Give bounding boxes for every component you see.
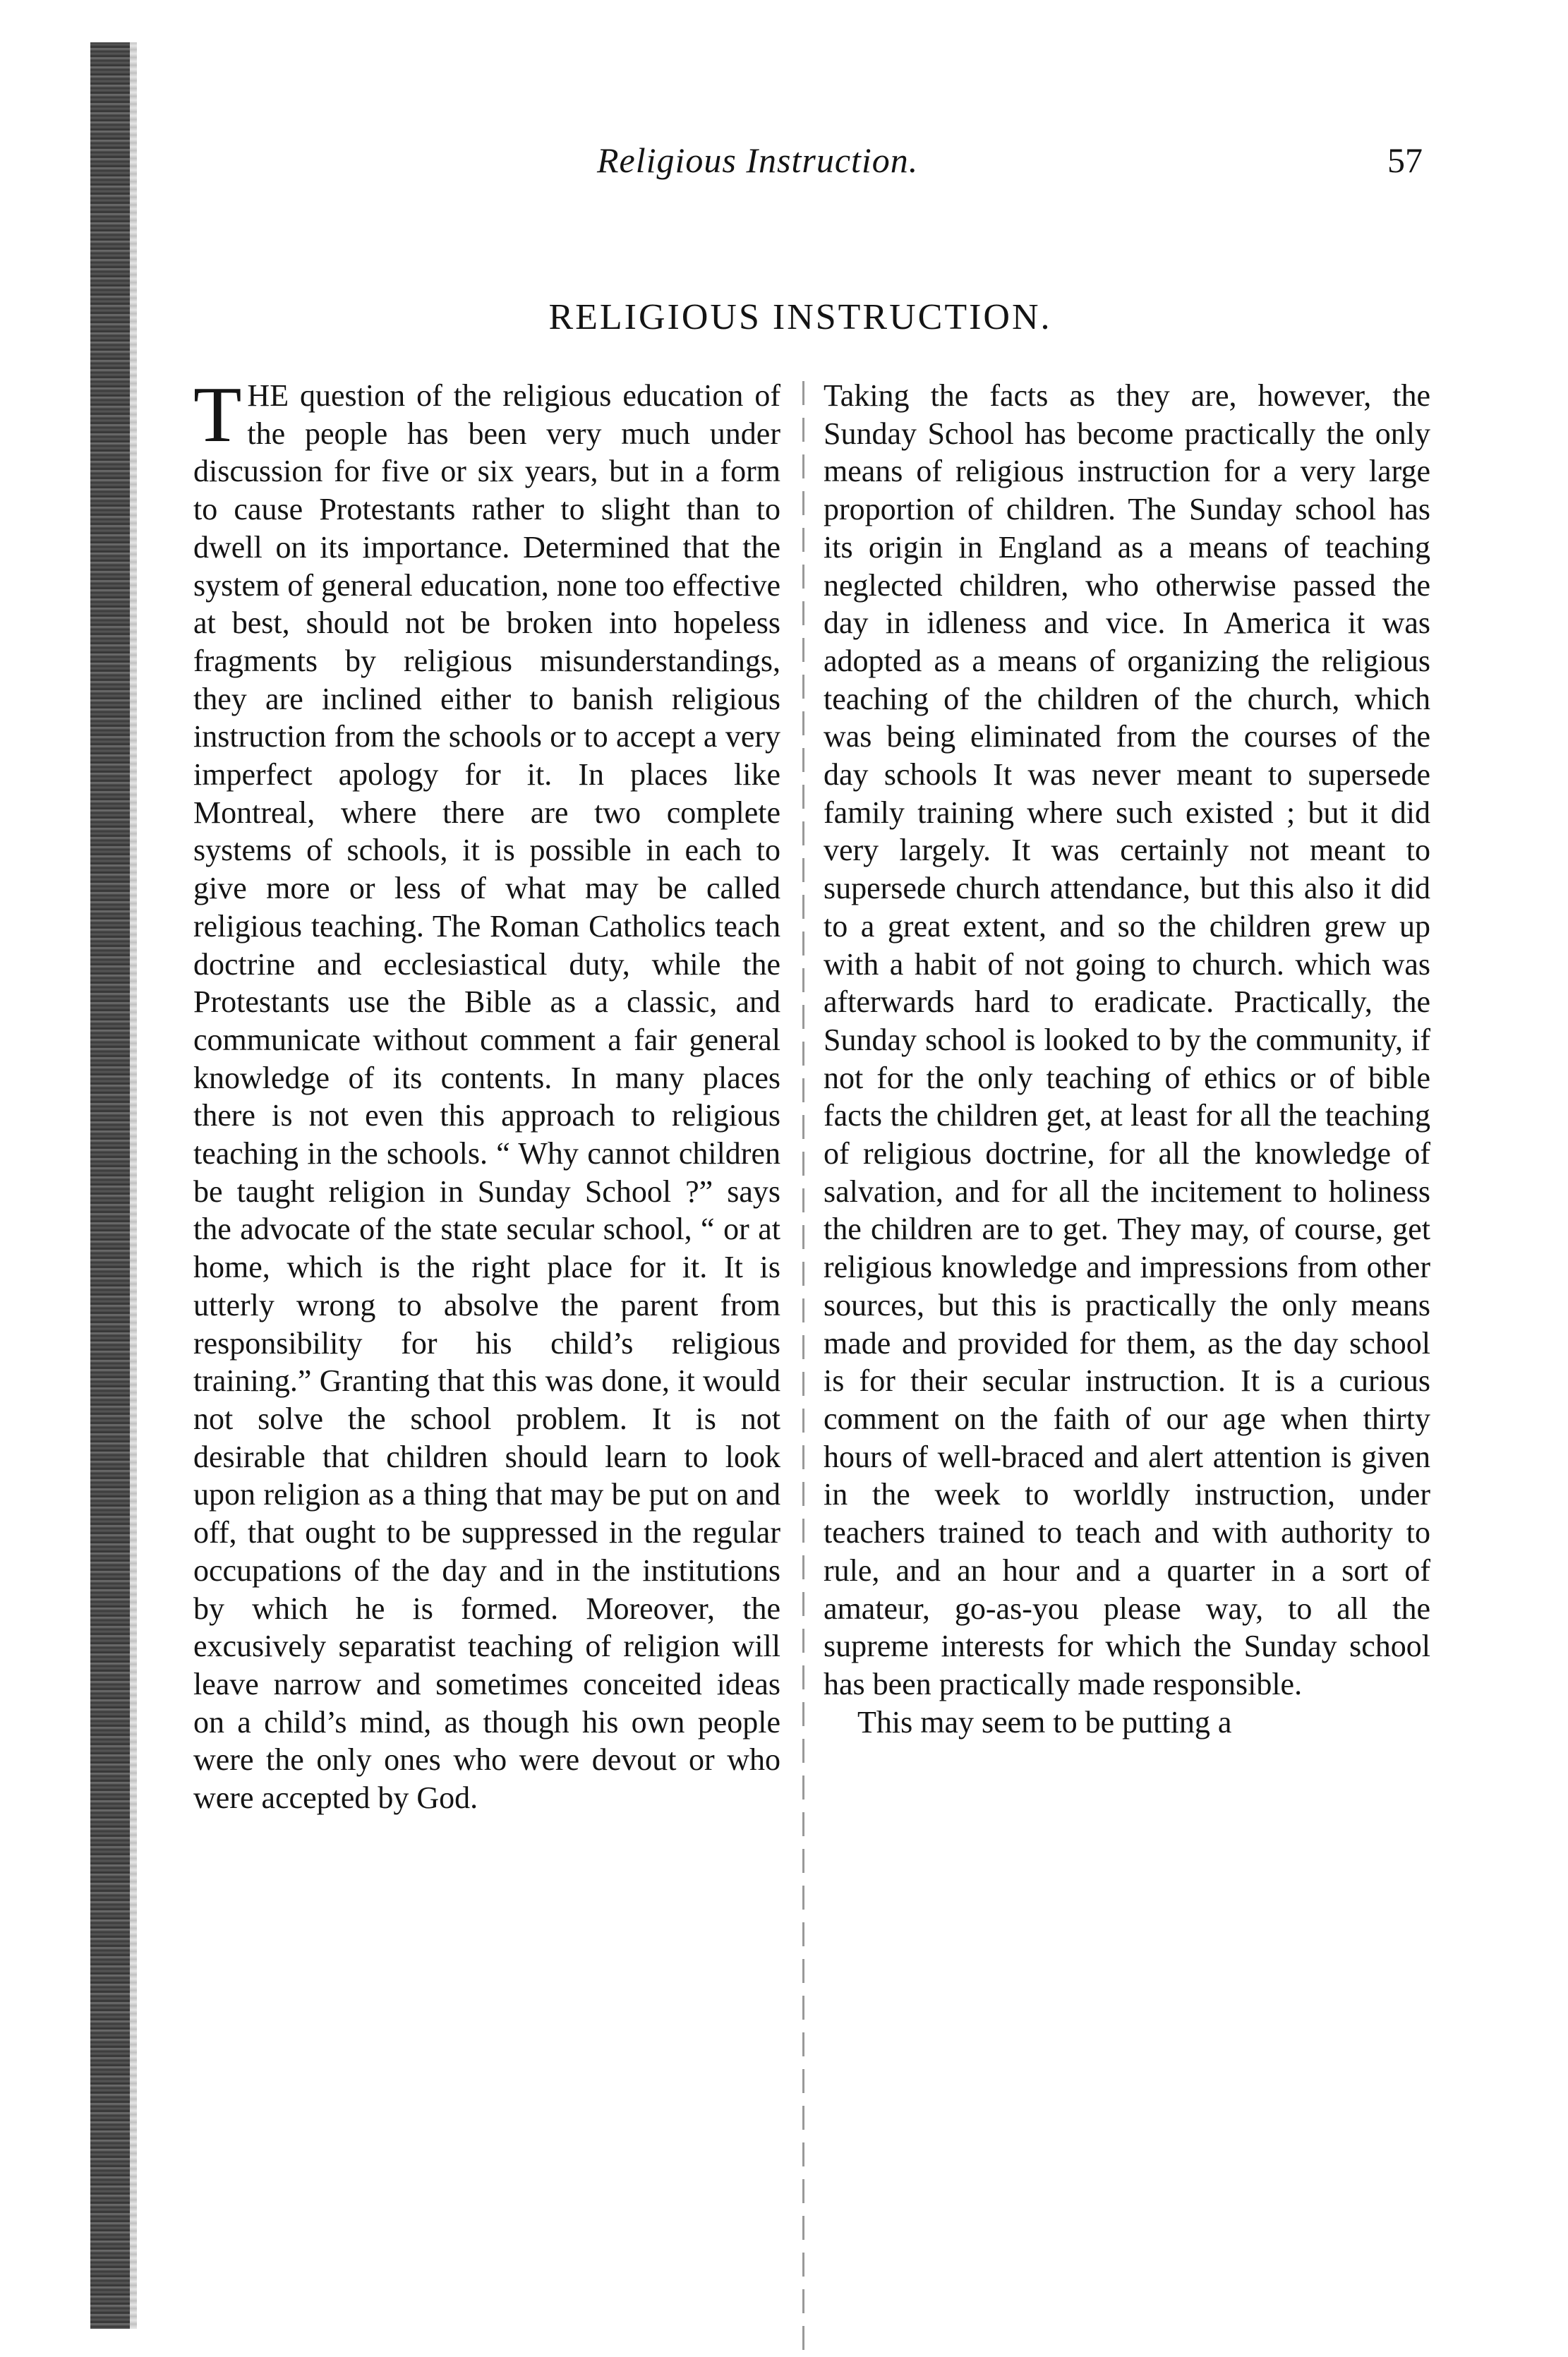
book-spine-edge: [90, 42, 130, 2329]
right-paragraph-1: Taking the facts as they are, however, the Sunday School has become practically the only means of religious instruction for a very large proportion of children. The Sunday school has its origin in England as a means of teaching neglected children, who otherwise passed the day in idleness and vice. In America it was adopted as a means of organizing the religious teaching of the children of the church, which was being eliminated from the courses of the day schools It was never meant to supersede family training where such existed ; but it did very largely. It was certainly not meant to supersede church attendance, but this also it did to a great extent, and so the children grew up with a habit of not going to church. which was afterwards hard to eradicate. Practically, the Sunday school is looked to by the community, if not for the only teaching of ethics or of bible facts the children get, at least for all the teaching of religious doctrine, for all the knowledge of salvation, and for all the incitement to holiness the children are to get. They may, of course, get religious knowledge and impressions from other sources, but this is practically the only means made and provided for them, as the day school is for their secular instruction. It is a curious comment on the faith of our age when thirty hours of well-braced and alert attention is given in the week to worldly instruction, under teachers trained to teach and with authority to rule, and an hour and a quarter in a sort of amateur, go-as-you please way, to all the supreme interests for which the Sunday school has been practically made responsible.: [824, 378, 1430, 1701]
right-column: [824, 377, 1430, 1741]
left-paragraph: [193, 371, 780, 1817]
right-paragraph-2: This may seem to be putting a: [857, 1704, 1232, 1740]
article-title: RELIGIOUS INSTRUCTION.: [548, 297, 1052, 337]
left-paragraph-text: HE question of the religious education of the people has been very much under discussion for five or six years, but in a form to cause Protestants rather to slight than to dwell on its importance. Determined that the system of general education, none too effective at best, should not be broken into hopeless fragments by religious misunderstandings, they are inclined either to banish religious instruction from the schools or to accept a very imperfect apology for it. In places like Montreal, where there are two complete systems of schools, it is possible in each to give more or less of what may be called religious teaching. The Roman Catholics teach doctrine and ecclesiastical duty, while the Protestants use the Bible as a classic, and communicate without comment a fair general knowledge of its contents. In many places there is not even this approach to religious teaching in the schools. “ Why cannot children be taught religion in Sunday School ?” says the advocate of the state secular school, “ or at home, which is the right place for it. It is utterly wrong to absolve the parent from responsibility for his child’s religious training.” Granting that this was done, it would not solve the school problem. It is not desirable that children should learn to look upon religion as a thing that may be put on and off, that ought to be suppressed in the regular occupations of the day and in the institutions by which he is formed. Moreover, the excusively separatist teaching of religion will leave narrow and sometimes conceited ideas on a child’s mind, as though his own people were the only ones who were devout or who were accepted by God.: [193, 378, 780, 1816]
running-head: Religious Instruction.: [597, 140, 919, 180]
column-divider: [802, 381, 804, 2357]
drop-cap: T: [193, 371, 242, 459]
left-column: [193, 371, 780, 1817]
page-number: 57: [1387, 140, 1423, 180]
